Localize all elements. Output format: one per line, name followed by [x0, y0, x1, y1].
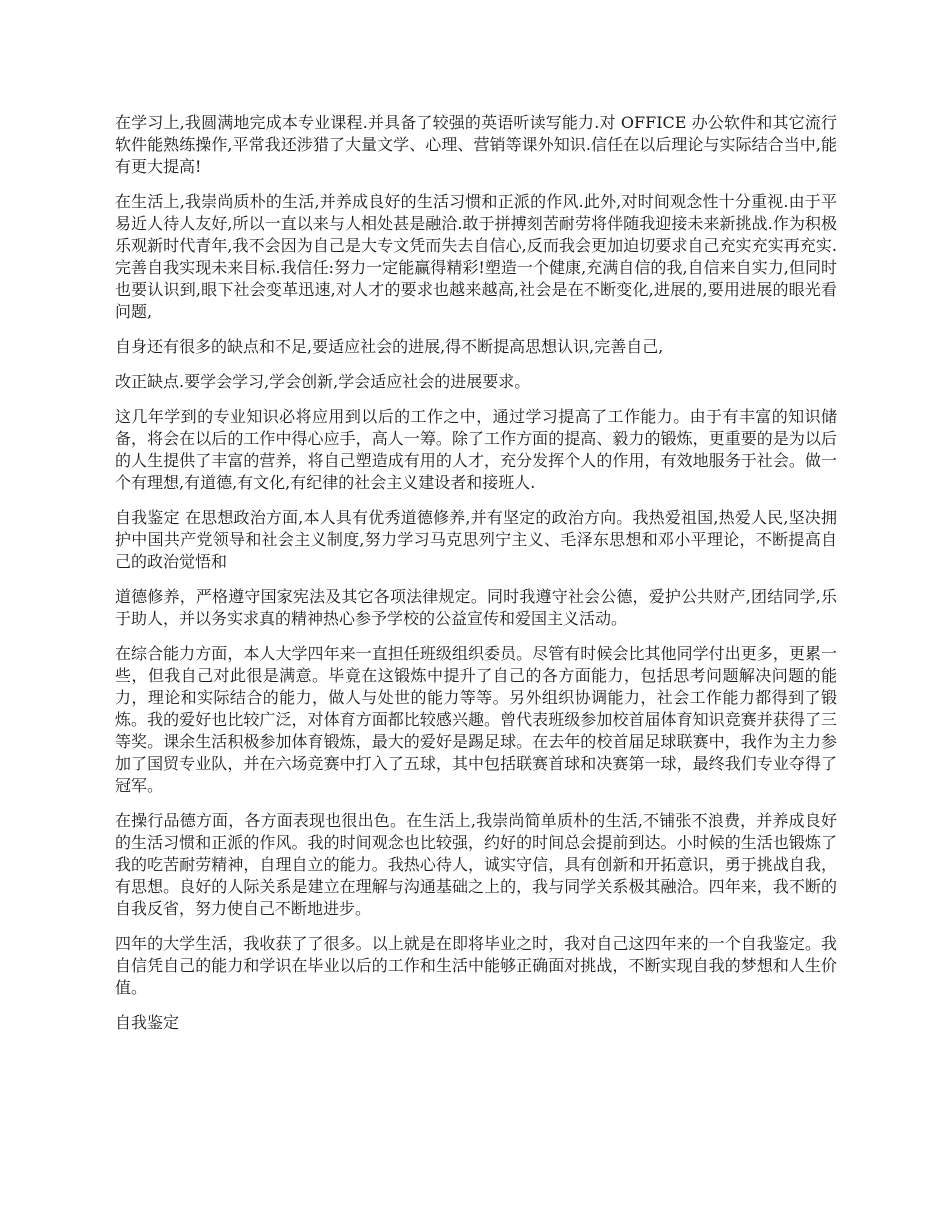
- paragraph-heading-self-appraisal: 自我鉴定: [115, 1013, 180, 1032]
- paragraph-ability: 在综合能力方面，本人大学四年来一直担任班级组织委员。尽管有时候会比其他同学付出更多，更累一些，但我自己对此很是满意。毕竟在这锻炼中提升了自己的各方面能力，包括思考问题解决问题的能力，理论和实际结合的能力，做人与处世的能力等等。另外组织协调能力，社会工作能力都得到了锻炼。我的爱好也比较广泛，对体育方面都比较感兴趣。曾代表班级参加校首届体育知识竞赛并获得了三等奖。课余生活积极参加体育锻炼，最大的爱好是踢足球。在去年的校首届足球联赛中，我作为主力参加了国贸专业队，并在六场竞赛中打入了五球，其中包括联赛首球和决赛第一球，最终我们专业夺得了冠军。: [115, 644, 837, 795]
- paragraph-improve: 改正缺点.要学会学习,学会创新,学会适应社会的进展要求。: [115, 372, 531, 391]
- paragraph-study: 在学习上,我圆满地完成本专业课程.并具备了较强的英语听读写能力.对 OFFICE 办公软件和其它流行软件能熟练操作,平常我还涉猎了大量文学、心理、营销等课外知识.信任在以后理论与实际结合当中,能有更大提高!: [115, 113, 837, 176]
- document-body: [115, 112, 837, 1047]
- paragraph-moral: 道德修养，严格遵守国家宪法及其它各项法律规定。同时我遵守社会公德，爱护公共财产,团结同学,乐于助人，并以务实求真的精神热心参予学校的公益宣传和爱国主义活动。: [115, 587, 837, 628]
- paragraph-conduct: 在操行品德方面，各方面表现也很出色。在生活上,我崇尚简单质朴的生活,不铺张不浪费，并养成良好的生活习惯和正派的作风。我的时间观念也比较强，约好的时间总会提前到达。小时候的生活也锻炼了我的吃苦耐劳精神，自理自立的能力。我热心待人，诚实守信，具有创新和开拓意识，勇于挑战自我，有思想。良好的人际关系是建立在理解与沟通基础之上的，我与同学关系极其融洽。四年来，我不断的自我反省，努力使自己不断地进步。: [115, 811, 837, 918]
- paragraph-shortcomings: 自身还有很多的缺点和不足,要适应社会的进展,得不断提高思想认识,完善自己,: [115, 337, 664, 356]
- paragraph-summary: 四年的大学生活，我收获了了很多。以上就是在即将毕业之时，我对自己这四年来的一个自我鉴定。我自信凭自己的能力和学识在毕业以后的工作和生活中能够正确面对挑战，不断实现自我的梦想和人生价值。: [115, 934, 837, 997]
- paragraph-life: 在生活上,我崇尚质朴的生活,并养成良好的生活习惯和正派的作风.此外,对时间观念性十分重视.由于平易近人待人友好,所以一直以来与人相处甚是融洽.敢于拼搏刻苦耐劳将伴随我迎接未来新挑战.作为积极乐观新时代青年,我不会因为自己是大专文凭而失去自信心,反而我会更加迫切要求自己充实充实再充实.完善自我实现未来目标.我信任:努力一定能赢得精彩!塑造一个健康,充满自信的我,自信来自实力,但同时也要认识到,眼下社会变革迅速,对人才的要求也越来越高,社会是在不断变化,进展的,要用进展的眼光看问题,: [115, 192, 837, 321]
- paragraph-political: 自我鉴定 在思想政治方面,本人具有优秀道德修养,并有坚定的政治方向。我热爱祖国,热爱人民,坚决拥护中国共产党领导和社会主义制度,努力学习马克思列宁主义、毛泽东思想和邓小平理论，不断提高自己的政治觉悟和: [115, 508, 837, 571]
- paragraph-knowledge: 这几年学到的专业知识必将应用到以后的工作之中，通过学习提高了工作能力。由于有丰富的知识储备，将会在以后的工作中得心应手，高人一筹。除了工作方面的提高、毅力的锻炼，更重要的是为以后的人生提供了丰富的营养，将自己塑造成有用的人才，充分发挥个人的作用，有效地服务于社会。做一个有理想,有道德,有文化,有纪律的社会主义建设者和接班人.: [115, 407, 837, 492]
